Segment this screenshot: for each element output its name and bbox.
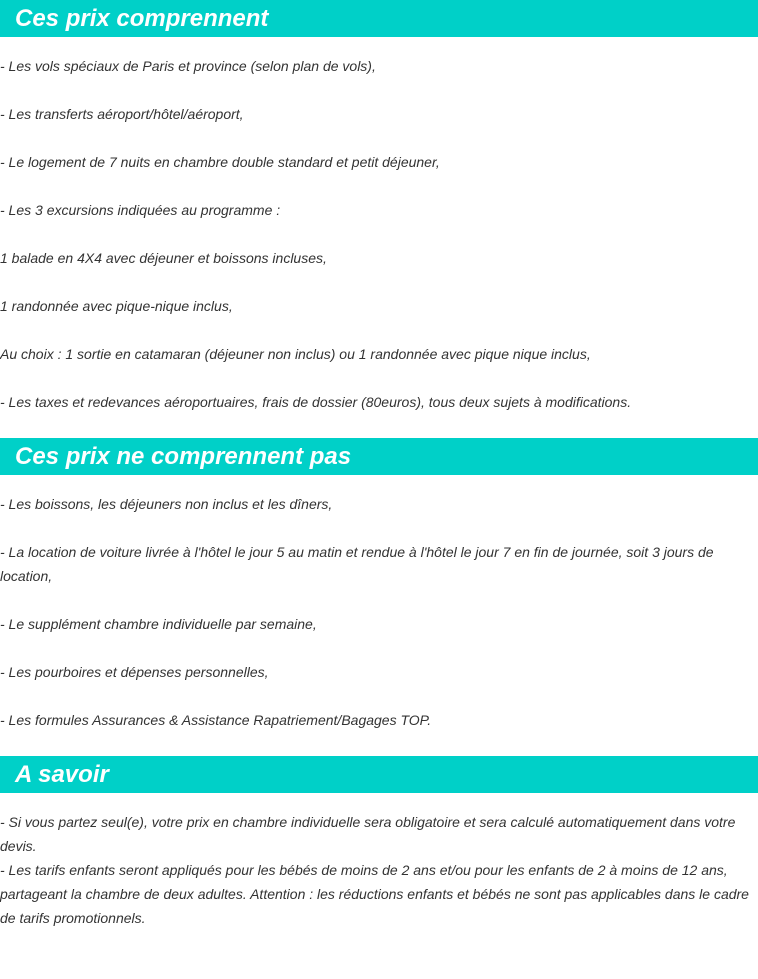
list-item: - Les pourboires et dépenses personnelles,	[0, 664, 269, 680]
not-included-list	[0, 475, 758, 732]
list-item: - Les tarifs enfants seront appliqués pour les bébés de moins de 2 ans et/ou pour les enfants de 2 à moins de 12 ans, partageant la chambre de deux adultes. Attention : les réductions enfants et bébés ne sont pas applicables dans le cadre de tarifs promotionnels.	[0, 862, 749, 926]
section-not-included	[0, 438, 758, 732]
list-item: - Les vols spéciaux de Paris et province (selon plan de vols),	[0, 58, 376, 74]
section-title: Ces prix ne comprennent pas	[15, 443, 352, 470]
section-good-to-know	[0, 756, 758, 930]
list-item: - Les formules Assurances & Assistance Rapatriement/Bagages TOP.	[0, 712, 432, 728]
list-item: - Les taxes et redevances aéroportuaires, frais de dossier (80euros), tous deux sujets à modifications.	[0, 394, 632, 410]
section-header	[0, 438, 758, 475]
section-included	[0, 0, 758, 414]
list-item: - Les transferts aéroport/hôtel/aéroport,	[0, 106, 244, 122]
section-header	[0, 756, 758, 793]
list-item: - Les boissons, les déjeuners non inclus et les dîners,	[0, 496, 333, 512]
section-title: A savoir	[15, 761, 109, 788]
section-title: Ces prix comprennent	[15, 5, 269, 32]
included-list	[0, 37, 758, 414]
list-item: - La location de voiture livrée à l'hôtel le jour 5 au matin et rendue à l'hôtel le jour 7 en fin de journée, soit 3 jours de location,	[0, 544, 714, 584]
list-item: - Le supplément chambre individuelle par semaine,	[0, 616, 317, 632]
list-item: - Les 3 excursions indiquées au programme :	[0, 202, 281, 218]
list-item: 1 balade en 4X4 avec déjeuner et boissons incluses,	[0, 250, 327, 266]
section-header	[0, 0, 758, 37]
list-item: - Le logement de 7 nuits en chambre double standard et petit déjeuner,	[0, 154, 440, 170]
good-to-know-list	[0, 793, 758, 930]
list-item: Au choix : 1 sortie en catamaran (déjeuner non inclus) ou 1 randonnée avec pique nique inclus,	[0, 346, 591, 362]
list-item: 1 randonnée avec pique-nique inclus,	[0, 298, 233, 314]
list-item: - Si vous partez seul(e), votre prix en chambre individuelle sera obligatoire et sera calculé automatiquement dans votre devis.	[0, 814, 736, 854]
